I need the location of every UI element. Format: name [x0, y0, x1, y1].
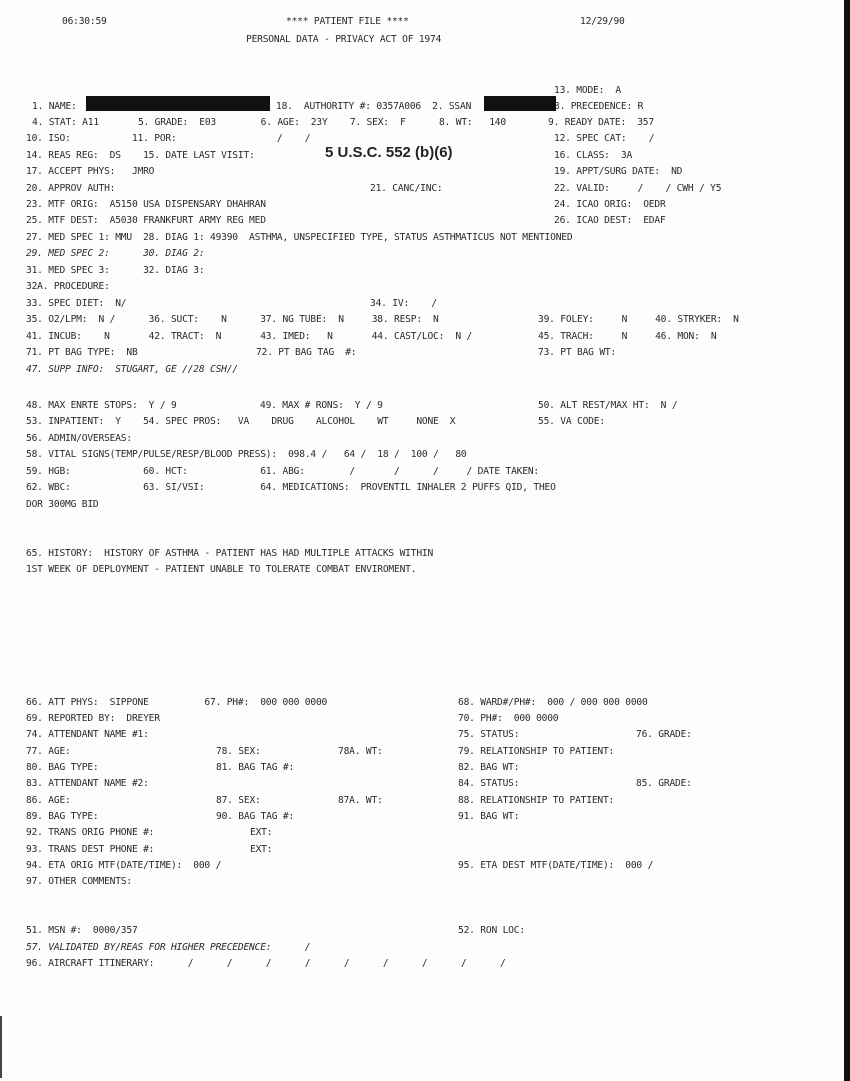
field-81-bag-tag: 81. BAG TAG #:	[216, 762, 295, 773]
field-35-o2-row: 35. O2/LPM: N / 36. SUCT: N 37. NG TUBE: N 38. RESP: N	[26, 314, 439, 325]
field-41-incub-row: 41. INCUB: N 42. TRACT: N 43. IMED: N 44. CAST/LOC: N /	[26, 331, 473, 342]
field-74-attendant-name-1: 74. ATTENDANT NAME #1:	[26, 729, 149, 740]
field-65-history-cont: 1ST WEEK OF DEPLOYMENT - PATIENT UNABLE TO TOLERATE COMBAT ENVIROMENT.	[26, 564, 417, 575]
field-62-wbc-row: 62. WBC: 63. SI/VSI: 64. MEDICATIONS: PROVENTIL INHALER 2 PUFFS QID, THEO	[26, 482, 556, 493]
scan-edge-right	[844, 0, 850, 1081]
field-1-name: 1. NAME:	[32, 101, 77, 112]
field-79-relationship: 79. RELATIONSHIP TO PATIENT:	[458, 746, 615, 757]
field-4-stat-row: 4. STAT: A11 5. GRADE: E03 6. AGE: 23Y 7. SEX: F 8. WT: 140	[32, 117, 506, 128]
scan-edge-left	[0, 1016, 2, 1078]
field-75-status: 75. STATUS:	[458, 729, 520, 740]
header-title: **** PATIENT FILE ****	[286, 16, 409, 27]
field-24-icao-orig: 24. ICAO ORIG: OEDR	[554, 199, 666, 210]
field-96-aircraft-itinerary: 96. AIRCRAFT ITINERARY: / / / / / / / / /	[26, 958, 506, 969]
field-92-ext: EXT:	[250, 827, 273, 838]
field-17-accept-phys: 17. ACCEPT PHYS: JMRO	[26, 166, 155, 177]
field-66-att-phys-row: 66. ATT PHYS: SIPPONE 67. PH#: 000 000 0000	[26, 697, 328, 708]
field-77-age: 77. AGE:	[26, 746, 71, 757]
field-82-bag-wt: 82. BAG WT:	[458, 762, 520, 773]
field-34-iv: 34. IV: /	[370, 298, 437, 309]
field-3-precedence: 3. PRECEDENCE: R	[554, 101, 644, 112]
field-70-ph: 70. PH#: 000 0000	[458, 713, 559, 724]
redaction-ssan	[484, 96, 556, 111]
field-58-vital-signs: 58. VITAL SIGNS(TEMP/PULSE/RESP/BLOOD PRESS): 098.4 / 64 / 18 / 100 / 80	[26, 449, 467, 460]
field-45-trach-row: 45. TRACH: N 46. MON: N	[538, 331, 717, 342]
field-78-sex: 78. SEX:	[216, 746, 261, 757]
field-33-spec-diet: 33. SPEC DIET: N/	[26, 298, 127, 309]
field-9-ready-date: 9. READY DATE: 357	[548, 117, 654, 128]
field-23-mtf-orig: 23. MTF ORIG: A5150 USA DISPENSARY DHAHRAN	[26, 199, 266, 210]
field-95-eta-dest: 95. ETA DEST MTF(DATE/TIME): 000 /	[458, 860, 654, 871]
field-20-approv-auth: 20. APPROV AUTH:	[26, 183, 116, 194]
field-83-attendant-name-2: 83. ATTENDANT NAME #2:	[26, 778, 149, 789]
field-31-med-spec-3-row: 31. MED SPEC 3: 32. DIAG 3:	[26, 265, 205, 276]
field-76-grade: 76. GRADE:	[636, 729, 692, 740]
field-12-spec-cat: 12. SPEC CAT: /	[554, 133, 655, 144]
header-date: 12/29/90	[580, 16, 625, 27]
field-18-authority: 18. AUTHORITY #: 0357A006 2. SSAN	[276, 101, 472, 112]
field-16-class: 16. CLASS: 3A	[554, 150, 633, 161]
field-21-canc-inc: 21. CANC/INC:	[370, 183, 443, 194]
field-87a-wt: 87A. WT:	[338, 795, 383, 806]
field-59-hgb-row: 59. HGB: 60. HCT: 61. ABG: / / / / DATE TAKEN:	[26, 466, 539, 477]
field-27-med-spec-1-row: 27. MED SPEC 1: MMU 28. DIAG 1: 49390 ASTHMA, UNSPECIFIED TYPE, STATUS ASTHMATICUS NOT MENTIONED	[26, 232, 573, 243]
field-53-inpatient-row: 53. INPATIENT: Y 54. SPEC PROS: VA DRUG ALCOHOL WT NONE X	[26, 416, 456, 427]
field-65-history: 65. HISTORY: HISTORY OF ASTHMA - PATIENT HAS HAD MULTIPLE ATTACKS WITHIN	[26, 548, 434, 559]
redaction-name	[86, 96, 270, 111]
field-87-sex: 87. SEX:	[216, 795, 261, 806]
field-50-alt-rest: 50. ALT REST/MAX HT: N /	[538, 400, 678, 411]
field-94-eta-orig: 94. ETA ORIG MTF(DATE/TIME): 000 /	[26, 860, 222, 871]
field-25-mtf-dest: 25. MTF DEST: A5030 FRANKFURT ARMY REG MED	[26, 215, 266, 226]
field-97-other-comments: 97. OTHER COMMENTS:	[26, 876, 132, 887]
field-86-age: 86. AGE:	[26, 795, 71, 806]
field-14-reas-reg-row: 14. REAS REG: DS 15. DATE LAST VISIT:	[26, 150, 255, 161]
field-91-bag-wt: 91. BAG WT:	[458, 811, 520, 822]
header-time: 06:30:59	[62, 16, 107, 27]
field-93-trans-dest-phone: 93. TRANS DEST PHONE #:	[26, 844, 155, 855]
field-49-max-rons: 49. MAX # RONS: Y / 9	[260, 400, 383, 411]
field-68-ward-ph: 68. WARD#/PH#: 000 / 000 000 0000	[458, 697, 648, 708]
redaction-exemption-label: 5 U.S.C. 552 (b)(6)	[325, 144, 453, 161]
field-84-status: 84. STATUS:	[458, 778, 520, 789]
field-32a-procedure: 32A. PROCEDURE:	[26, 281, 110, 292]
field-22-valid: 22. VALID: / / CWH / Y5	[554, 183, 722, 194]
field-80-bag-type: 80. BAG TYPE:	[26, 762, 99, 773]
field-10-iso-row: 10. ISO: 11. POR: / /	[26, 133, 311, 144]
field-51-msn: 51. MSN #: 0000/357	[26, 925, 138, 936]
field-26-icao-dest: 26. ICAO DEST: EDAF	[554, 215, 666, 226]
field-73-pt-bag-wt: 73. PT BAG WT:	[538, 347, 617, 358]
field-72-pt-bag-tag: 72. PT BAG TAG #:	[256, 347, 357, 358]
field-64-medications-cont: DOR 300MG BID	[26, 499, 99, 510]
field-52-ron-loc: 52. RON LOC:	[458, 925, 525, 936]
field-69-reported-by: 69. REPORTED BY: DREYER	[26, 713, 160, 724]
field-90-bag-tag: 90. BAG TAG #:	[216, 811, 295, 822]
field-85-grade: 85. GRADE:	[636, 778, 692, 789]
field-88-relationship: 88. RELATIONSHIP TO PATIENT:	[458, 795, 615, 806]
field-19-appt-surg-date: 19. APPT/SURG DATE: ND	[554, 166, 683, 177]
field-89-bag-type: 89. BAG TYPE:	[26, 811, 99, 822]
field-55-va-code: 55. VA CODE:	[538, 416, 605, 427]
field-71-pt-bag-type: 71. PT BAG TYPE: NB	[26, 347, 138, 358]
field-93-ext: EXT:	[250, 844, 273, 855]
field-47-supp-info: 47. SUPP INFO: STUGART, GE //28 CSH//	[26, 364, 238, 375]
field-92-trans-orig-phone: 92. TRANS ORIG PHONE #:	[26, 827, 155, 838]
field-13-mode: 13. MODE: A	[554, 85, 621, 96]
field-78a-wt: 78A. WT:	[338, 746, 383, 757]
field-57-validated-by: 57. VALIDATED BY/REAS FOR HIGHER PRECEDENCE: /	[26, 942, 311, 953]
header-subtitle: PERSONAL DATA - PRIVACY ACT OF 1974	[246, 34, 442, 45]
field-48-max-enrte-stops: 48. MAX ENRTE STOPS: Y / 9	[26, 400, 177, 411]
field-56-admin-overseas: 56. ADMIN/OVERSEAS:	[26, 433, 132, 444]
field-29-med-spec-2-row: 29. MED SPEC 2: 30. DIAG 2:	[26, 248, 205, 259]
field-39-foley-row: 39. FOLEY: N 40. STRYKER: N	[538, 314, 739, 325]
